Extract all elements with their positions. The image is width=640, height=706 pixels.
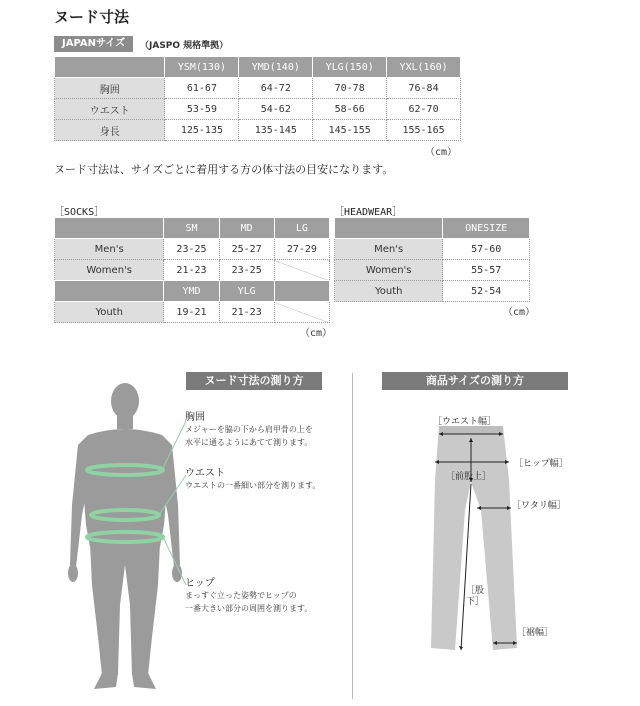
hem-width-label: ［裾幅］ xyxy=(517,628,554,638)
corner-cell xyxy=(335,218,443,239)
body-measure-title: ヌード寸法の測り方 xyxy=(186,372,322,390)
table-cell: 21-23 xyxy=(164,260,219,281)
corner-cell xyxy=(55,281,164,302)
pants-illustration xyxy=(425,420,525,656)
table-cell: 54-62 xyxy=(239,99,313,120)
table-cell: 53-59 xyxy=(165,99,239,120)
table-cell: 23-25 xyxy=(164,239,219,260)
chest-desc-line2: 水平に通るようにあてて測ります。 xyxy=(185,438,313,447)
socks-unit: （cm） xyxy=(300,328,333,339)
page-title: ヌード寸法 xyxy=(54,8,130,26)
hip-desc xyxy=(185,589,312,615)
row-label: Women's xyxy=(55,260,164,281)
table-cell: 21-23 xyxy=(219,302,274,323)
hip-label: ヒップ xyxy=(185,578,215,589)
col-header: LG xyxy=(274,218,329,239)
row-label: ウエスト xyxy=(55,99,165,120)
corner-cell xyxy=(55,57,165,78)
headwear-heading: ［HEADWEAR］ xyxy=(334,207,403,218)
col-header: ONESIZE xyxy=(443,218,530,239)
table-cell: 76-84 xyxy=(387,78,461,99)
jaspo-note: （JASPO 規格準拠） xyxy=(140,41,229,51)
col-header: SM xyxy=(164,218,219,239)
row-label: Men's xyxy=(55,239,164,260)
table-cell: 155-165 xyxy=(387,120,461,141)
chest-label: 胸囲 xyxy=(185,412,205,423)
table-cell: 25-27 xyxy=(219,239,274,260)
japan-size-table xyxy=(54,56,461,141)
table-cell: 61-67 xyxy=(165,78,239,99)
row-label: 胸囲 xyxy=(55,78,165,99)
col-header: YLG xyxy=(219,281,274,302)
col-header: YXL(160) xyxy=(387,57,461,78)
col-header: YLG(150) xyxy=(313,57,387,78)
col-header: YSM(130) xyxy=(165,57,239,78)
chest-desc xyxy=(185,423,313,449)
headwear-unit: （cm） xyxy=(503,307,536,318)
waist-width-label: ［ウエスト幅］ xyxy=(433,417,497,427)
table-cell: 62-70 xyxy=(387,99,461,120)
empty-cell xyxy=(274,260,329,281)
table-cell: 145-155 xyxy=(313,120,387,141)
socks-table xyxy=(54,217,330,323)
empty-header xyxy=(274,281,329,302)
section-divider xyxy=(352,373,353,699)
chest-desc-line1: メジャーを脇の下から肩甲骨の上を xyxy=(185,425,313,434)
col-header: YMD xyxy=(164,281,219,302)
corner-cell xyxy=(55,218,164,239)
japan-unit: （cm） xyxy=(425,147,458,158)
table-cell: 70-78 xyxy=(313,78,387,99)
table-cell: 125-135 xyxy=(165,120,239,141)
table-cell: 52-54 xyxy=(443,281,530,302)
table-cell: 55-57 xyxy=(443,260,530,281)
row-label: Men's xyxy=(335,239,443,260)
socks-heading: ［SOCKS］ xyxy=(54,207,105,218)
waist-desc: ウエストの一番細い部分を測ります。 xyxy=(185,481,321,490)
row-label: Youth xyxy=(55,302,164,323)
table-cell: 135-145 xyxy=(239,120,313,141)
table-cell: 64-72 xyxy=(239,78,313,99)
table-cell: 57-60 xyxy=(443,239,530,260)
col-header: YMD(140) xyxy=(239,57,313,78)
table-cell: 27-29 xyxy=(274,239,329,260)
waist-label: ウエスト xyxy=(185,468,225,479)
thigh-width-label: ［ワタリ幅］ xyxy=(512,501,566,511)
hip-desc-line2: 一番大きい部分の周囲を測ります。 xyxy=(185,604,313,613)
product-measure-title: 商品サイズの測り方 xyxy=(382,372,568,390)
inseam-label: ［股下］ xyxy=(466,586,485,607)
nude-size-note: ヌード寸法は、サイズごとに着用する方の体寸法の目安になります。 xyxy=(54,163,394,176)
hip-desc-line1: まっすぐ立った姿勢でヒップの xyxy=(185,591,297,600)
table-cell: 58-66 xyxy=(313,99,387,120)
body-figure-illustration xyxy=(60,375,190,697)
hip-width-label: ［ヒップ幅］ xyxy=(514,459,568,469)
front-rise-label: ［前股上］ xyxy=(446,472,492,482)
col-header: MD xyxy=(219,218,274,239)
japan-size-badge: JAPANサイズ xyxy=(54,36,133,52)
row-label: Women's xyxy=(335,260,443,281)
table-cell: 23-25 xyxy=(219,260,274,281)
row-label: 身長 xyxy=(55,120,165,141)
empty-cell xyxy=(274,302,329,323)
row-label: Youth xyxy=(335,281,443,302)
headwear-table xyxy=(334,217,530,302)
table-cell: 19-21 xyxy=(164,302,219,323)
